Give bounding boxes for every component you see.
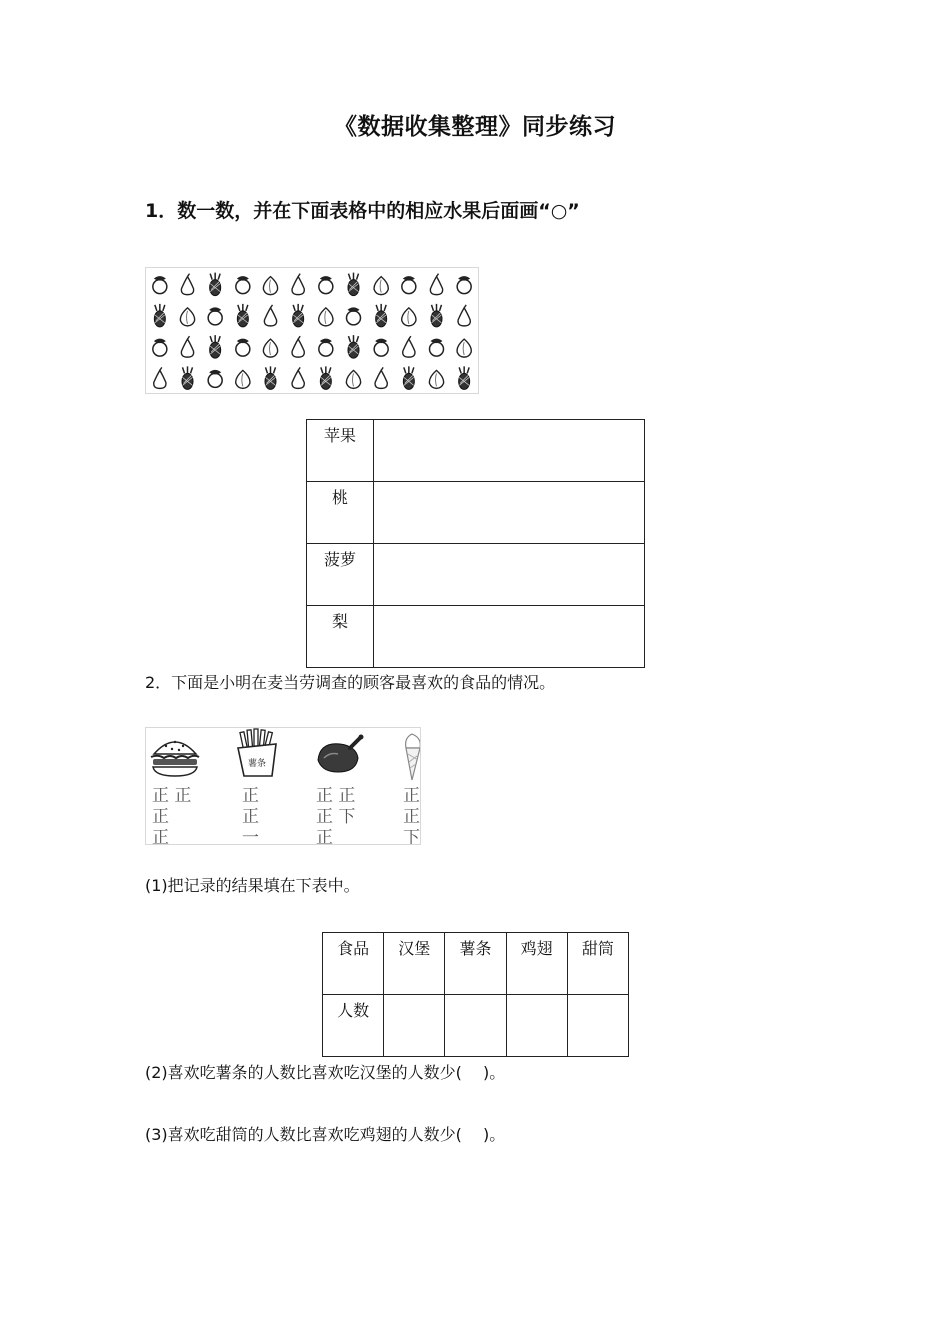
apple-icon	[374, 339, 388, 357]
fruit-grid	[146, 268, 478, 393]
peach-icon	[346, 370, 360, 388]
pineapple-icon	[459, 366, 470, 389]
table-header-cell: 汉堡	[384, 933, 445, 995]
apple-icon	[402, 276, 416, 294]
pineapple-icon	[210, 273, 221, 296]
apple-icon	[153, 276, 167, 294]
ice-cream-cone-icon	[400, 730, 421, 782]
tally-fries: 正 正 一	[242, 786, 259, 845]
pineapple-icon	[320, 366, 331, 389]
row-label-count: 人数	[323, 995, 384, 1057]
pear-icon	[458, 305, 470, 326]
question-2-text: 2．下面是小明在麦当劳调查的顾客最喜欢的食品的情况。	[145, 673, 556, 692]
fruit-tally-table	[306, 419, 645, 668]
food-survey-picture	[145, 727, 421, 845]
pear-icon	[264, 305, 276, 326]
peach-icon	[374, 277, 388, 295]
pineapple-icon	[154, 304, 165, 327]
sub-question-1: (1)把记录的结果填在下表中。	[145, 876, 360, 895]
apple-icon	[208, 370, 222, 388]
peach-icon	[263, 339, 277, 357]
peach-icon	[180, 308, 194, 326]
pear-icon	[181, 336, 193, 357]
tally-cell-pear[interactable]	[374, 606, 645, 668]
pineapple-icon	[376, 304, 387, 327]
pineapple-icon	[431, 304, 442, 327]
pear-icon	[292, 336, 304, 357]
fruit-name-pear: 梨	[307, 606, 374, 668]
peach-icon	[457, 339, 471, 357]
table-header-cell: 食品	[323, 933, 384, 995]
apple-icon	[153, 339, 167, 357]
sub-question-2: (2)喜欢吃薯条的人数比喜欢吃汉堡的人数少( )。	[145, 1063, 506, 1082]
pineapple-icon	[210, 335, 221, 358]
chicken-wing-icon	[310, 734, 364, 778]
table-header-cell: 甜筒	[567, 933, 628, 995]
pear-icon	[181, 274, 193, 295]
table-row	[323, 995, 629, 1057]
fries-box-label: 薯条	[247, 759, 267, 769]
question-1-text: 1．数一数，并在下面表格中的相应水果后面画“○”	[145, 200, 580, 222]
tally-cell-peach[interactable]	[374, 482, 645, 544]
sub-question-3: (3)喜欢吃甜筒的人数比喜欢吃鸡翅的人数少( )。	[145, 1125, 506, 1144]
table-row	[307, 544, 645, 606]
count-cell-ice-cream[interactable]	[567, 995, 628, 1057]
pineapple-icon	[403, 366, 414, 389]
page-title: 《数据收集整理》同步练习	[334, 114, 616, 140]
tally-chicken-wing: 正 正 正 下 正	[316, 786, 356, 845]
table-header-cell: 薯条	[445, 933, 506, 995]
fries-icon	[232, 728, 282, 778]
tally-cell-apple[interactable]	[374, 420, 645, 482]
table-row	[307, 482, 645, 544]
pineapple-icon	[265, 366, 276, 389]
pineapple-icon	[293, 304, 304, 327]
peach-icon	[429, 370, 443, 388]
count-cell-fries[interactable]	[445, 995, 506, 1057]
fruit-picture	[145, 267, 479, 394]
peach-icon	[236, 370, 250, 388]
apple-icon	[236, 339, 250, 357]
apple-icon	[208, 307, 222, 325]
count-cell-chicken-wing[interactable]	[506, 995, 567, 1057]
pear-icon	[292, 274, 304, 295]
pineapple-icon	[237, 304, 248, 327]
table-row	[307, 420, 645, 482]
pear-icon	[403, 336, 415, 357]
apple-icon	[319, 339, 333, 357]
table-header-cell: 鸡翅	[506, 933, 567, 995]
table-row	[307, 606, 645, 668]
pear-icon	[375, 367, 387, 388]
fruit-name-peach: 桃	[307, 482, 374, 544]
apple-icon	[457, 276, 471, 294]
pear-icon	[292, 367, 304, 388]
food-count-table	[322, 932, 629, 1057]
tally-cell-pineapple[interactable]	[374, 544, 645, 606]
apple-icon	[430, 339, 444, 357]
apple-icon	[236, 276, 250, 294]
pear-icon	[430, 274, 442, 295]
table-row	[323, 933, 629, 995]
tally-ice-cream: 正 正 下	[403, 786, 420, 845]
peach-icon	[263, 277, 277, 295]
apple-icon	[319, 276, 333, 294]
pineapple-icon	[348, 335, 359, 358]
peach-icon	[402, 308, 416, 326]
count-cell-hamburger[interactable]	[384, 995, 445, 1057]
pineapple-icon	[348, 273, 359, 296]
hamburger-icon	[148, 732, 202, 778]
apple-icon	[347, 307, 361, 325]
tally-hamburger: 正 正 正 正	[152, 786, 192, 845]
fruit-name-apple: 苹果	[307, 420, 374, 482]
pear-icon	[154, 367, 166, 388]
fruit-name-pineapple: 菠萝	[307, 544, 374, 606]
peach-icon	[319, 308, 333, 326]
pineapple-icon	[182, 366, 193, 389]
